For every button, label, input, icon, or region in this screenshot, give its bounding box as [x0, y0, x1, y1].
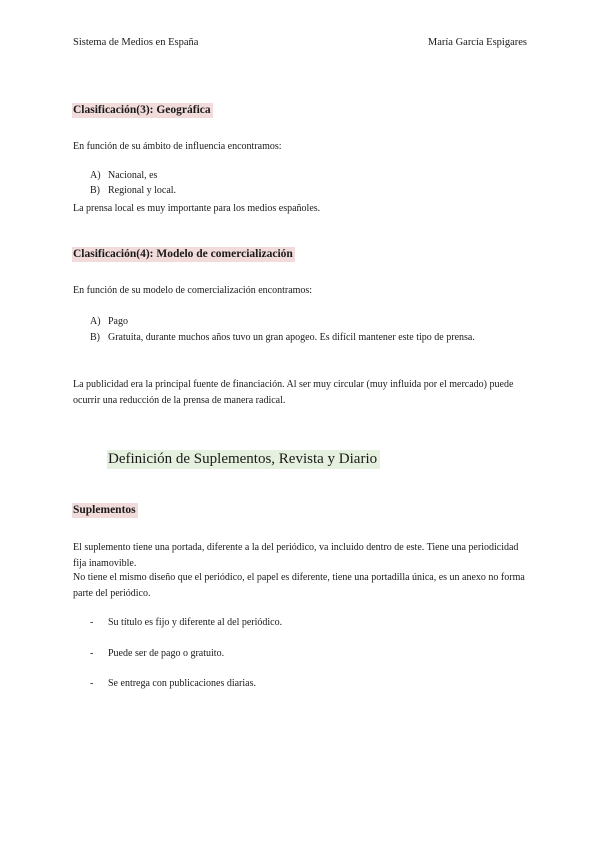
section3-list — [90, 169, 510, 198]
list-text: Gratuita, durante muchos años tuvo un gran apogeo. Es difícil mantener este tipo de prensa. — [108, 331, 475, 343]
bullet-text: Su título es fijo y diferente al del periódico. — [108, 617, 283, 628]
section3-heading-block — [72, 103, 213, 119]
bullet-dash: - — [90, 617, 94, 628]
suplementos-heading: Suplementos — [73, 504, 136, 516]
header-author: María García Espigares — [427, 37, 527, 48]
suplementos-para2: No tiene el mismo diseño que el periódico, el papel es diferente, tiene una portadilla única, es un anexo no forma parte del periódico. — [73, 572, 525, 599]
definition-title-block — [107, 450, 380, 469]
bullet-text: Se entrega con publicaciones diarias. — [108, 678, 256, 689]
list-marker: A) — [90, 316, 101, 327]
list-item — [90, 184, 510, 199]
list-item — [90, 169, 510, 184]
header-course-title: Sistema de Medios en España — [73, 37, 199, 48]
list-item — [90, 677, 510, 692]
list-marker: A) — [90, 170, 101, 181]
section3-note: La prensa local es muy importante para los medios españoles. — [73, 203, 321, 214]
bullet-dash: - — [90, 678, 94, 689]
list-marker: B) — [90, 331, 100, 343]
list-text: Regional y local. — [108, 184, 177, 196]
list-item — [90, 616, 510, 631]
list-text: Nacional, es — [108, 170, 158, 181]
section4-list — [90, 315, 510, 345]
list-item — [90, 315, 510, 330]
list-marker: B) — [90, 184, 100, 196]
section4-note: La publicidad era la principal fuente de financiación. Al ser muy circular (muy influida por el mercado) puede ocurrir una reducción de la prensa de manera radical. — [73, 379, 514, 406]
list-text: Pago — [108, 316, 128, 327]
page-header — [73, 36, 527, 51]
section4-heading-block — [72, 247, 295, 263]
list-item — [90, 331, 510, 346]
suplementos-para1: El suplemento tiene una portada, diferente a la del periódico, va incluido dentro de este. Tiene una periodicidad fija inamovible. — [73, 542, 519, 569]
bullet-dash: - — [90, 648, 94, 659]
definition-title: Definición de Suplementos, Revista y Diario — [107, 450, 380, 469]
section4-intro: En función de su modelo de comercialización encontramos: — [73, 285, 313, 296]
section4-heading: Clasificación(4): Modelo de comercialización — [73, 248, 293, 260]
section3-intro: En función de su ámbito de influencia encontramos: — [73, 141, 282, 152]
section3-heading: Clasificación(3): Geográfica — [73, 104, 211, 116]
list-item — [90, 647, 510, 662]
bullet-text: Puede ser de pago o gratuito. — [108, 648, 225, 659]
suplementos-heading-block — [72, 503, 138, 519]
